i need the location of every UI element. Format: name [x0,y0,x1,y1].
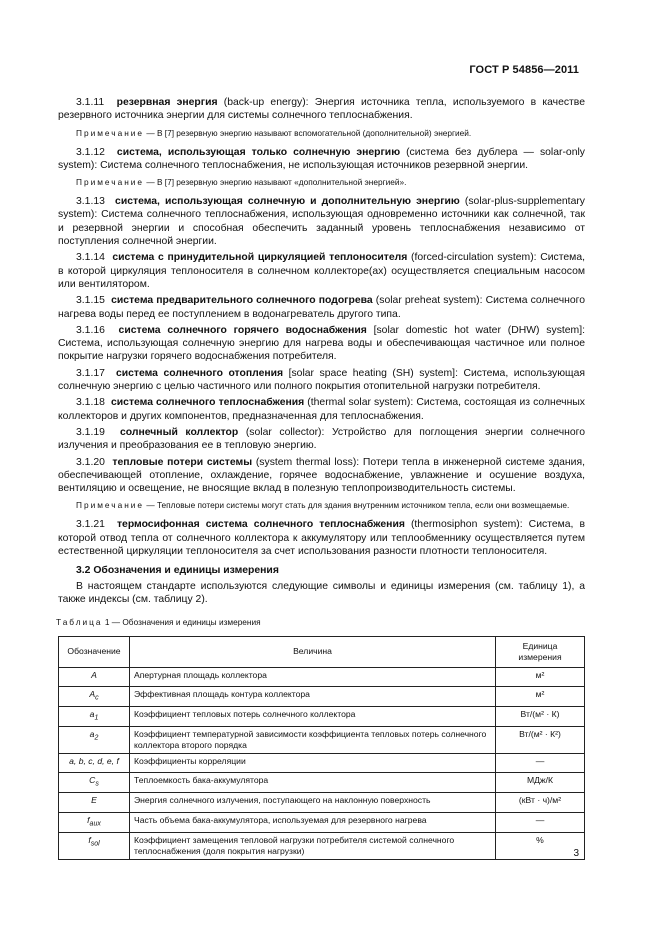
section-intro: В настоящем стандарте используются следующие символы и единицы измерения (см. таблицу 1), а также индексы (см. таблицу 2). [58,580,585,605]
table-row [59,706,585,726]
table-row [59,832,585,859]
symbol-cell: $f_{sol}$ [59,832,130,859]
section-title: 3.2 Обозначения и единицы измерения [76,565,279,577]
unit-cell: % [496,832,585,859]
term-3-1-20: 3.1.20 тепловые потери системы (system thermal loss): Потери тепла в инженерной системе здания, обеспечивающей отопление, охлаждение, горячее водоснабжение, увлажнение и осушение воздуха, вентиляцию и освещение, не вносящие вклад в полезную теплопроизводительность системы. [58,456,585,495]
quantity-cell: Теплоемкость бака-аккумулятора [130,773,496,793]
symbol-cell: $A_c$ [59,687,130,707]
quantity-cell: Часть объема бака-аккумулятора, используемая для резервного нагрева [130,812,496,832]
content [58,96,585,860]
term-3-1-19: 3.1.19 солнечный коллектор (solar collector): Устройство для поглощения энергии солнечного излучения и преобразования ее в тепловую энергию. [58,426,585,452]
unit-cell: м² [496,667,585,687]
unit-cell: — [496,753,585,773]
table-header-row [59,636,585,667]
table-row [59,726,585,753]
note-2: Примечание — В [7] резервную энергию называют «дополнительной энергией». [76,177,407,188]
quantity-cell: Коэффициент температурной зависимости коэффициента тепловых потерь солнечного коллектора второго порядка [130,726,496,753]
quantity-cell: Коэффициент тепловых потерь солнечного коллектора [130,706,496,726]
note-1: Примечание — В [7] резервную энергию называют вспомогательной (дополнительной) энергией. [76,127,472,138]
quantity-cell: Коэффициент замещения тепловой нагрузки потребителя системой солнечного теплоснабжения (доля покрытия нагрузки) [130,832,496,859]
quantity-cell: Эффективная площадь контура коллектора [130,687,496,707]
unit-cell: — [496,812,585,832]
symbol-cell: $f_{aux}$ [59,812,130,832]
term-3-1-16: 3.1.16 система солнечного горячего водоснабжения [solar domestic hot water (DHW) system]: Система, использующая солнечную энергию для нагрева воды и обеспечивающая частичное или полное покрытие нагрузки горячего водоснабжения потребителя. [58,324,585,363]
header-symbol: Обозначение [59,636,130,667]
note-3: Примечание — Тепловые потери системы могут стать для здания внутренним источником тепла, если они возмещаемые. [76,500,570,511]
term-3-1-15: 3.1.15 система предварительного солнечного подогрева (solar preheat system): Система солнечного нагрева воды перед ее поступлением в водонагреватель другого типа. [58,295,585,320]
symbol-cell: E [59,793,130,813]
symbol-cell: A [59,667,130,687]
header-quantity: Величина [130,636,496,667]
table-row [59,793,585,813]
table-row [59,773,585,793]
term-3-1-18: 3.1.18 система солнечного теплоснабжения (thermal solar system): Система, состоящая из солнечных коллекторов и других компонентов, предназначенная для теплоснабжения. [58,397,585,422]
unit-cell: Вт/(м² · К) [496,706,585,726]
quantity-cell: Коэффициенты корреляции [130,753,496,773]
table-row [59,687,585,707]
unit-cell: (кВт · ч)/м² [496,793,585,813]
unit-cell: МДж/К [496,773,585,793]
document-id: ГОСТ Р 54856—2011 [469,64,579,76]
page-number: 3 [573,848,579,859]
symbol-cell: a, b, c, d, e, f [59,753,130,773]
symbol-cell: $a_1$ [59,706,130,726]
term-3-1-17: 3.1.17 система солнечного отопления [solar space heating (SH) system]: Система, использующая солнечную энергию с целью частичного или полного покрытия отопительной нагрузки потребителя. [58,367,585,393]
unit-cell: Вт/(м² · К²) [496,726,585,753]
term-3-1-21: 3.1.21 термосифонная система солнечного теплоснабжения (thermosiphon system): Система, в которой отвод тепла от солнечного коллектора к аккумулятору или теплообменнику осуществляется путем естественной циркуляции теплоносителя за счет использования разности плотности теплоносителя. [58,519,585,558]
term-3-1-14: 3.1.14 система с принудительной циркуляцией теплоносителя (forced-circulation system): Система, в которой циркуляция теплоносителя в солнечном коллекторе(ах) осуществляется специальным насосом или вентилятором. [58,252,585,290]
term-3-1-11: 3.1.11 резервная энергия (back-up energy): Энергия источника тепла, используемого в качестве резервного источника энергии для системы солнечного теплоснабжения. [58,97,585,122]
quantity-cell: Апертурная площадь коллектора [130,667,496,687]
header-unit: Единица измерения [496,636,585,667]
term-3-1-13: 3.1.13 система, использующая солнечную и дополнительную энергию (solar-plus-supplementary system): Система солнечного теплоснабжения, использующая одновременно источники как солнечной, так и резервной энергии и способная обеспечить заданный уровень теплоснабжения независимо от поступления солнечной энергии. [58,196,585,248]
table-row [59,753,585,773]
symbol-cell: $a_2$ [59,726,130,753]
unit-cell: м² [496,687,585,707]
symbols-table [58,636,585,860]
symbol-cell: $C_s$ [59,773,130,793]
table-body [59,667,585,859]
table-row [59,812,585,832]
term-3-1-12: 3.1.12 система, использующая только солнечную энергию (система без дублера — solar-only system): Система солнечного теплоснабжения, не использующая источников резервной энергии. [58,146,585,171]
table-row [59,667,585,687]
quantity-cell: Энергия солнечного излучения, поступающего на наклонную поверхность [130,793,496,813]
table-caption: Таблица 1 — Обозначения и единицы измерения [56,617,261,628]
